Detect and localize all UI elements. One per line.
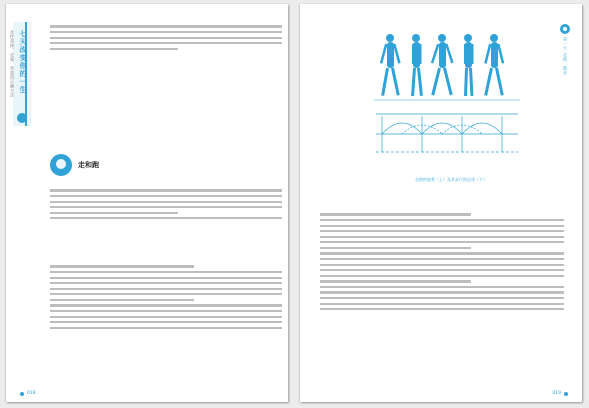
walking-figure-illustration (372, 16, 522, 166)
text-line (320, 252, 564, 254)
text-line (50, 282, 282, 284)
text-line (50, 271, 282, 273)
text-line (50, 310, 282, 312)
text-line (320, 225, 564, 227)
page-dot-icon (20, 392, 24, 396)
text-line (320, 236, 564, 238)
text-line (50, 321, 282, 323)
text-line (320, 247, 471, 249)
text-line (50, 189, 282, 191)
text-line (320, 241, 564, 243)
text-line (320, 308, 564, 310)
text-line (50, 299, 194, 301)
intro-text (44, 22, 276, 50)
text-line (320, 297, 564, 299)
text-line (50, 212, 178, 214)
page-number: 019 (552, 391, 568, 396)
text-line (320, 269, 564, 271)
text-line (50, 48, 178, 50)
text-line (320, 280, 471, 282)
text-line (50, 217, 282, 219)
text-line (320, 275, 564, 277)
text-line (50, 293, 282, 295)
text-line (320, 258, 564, 260)
text-line (320, 230, 564, 232)
text-line (320, 303, 564, 305)
head-profile-icon (50, 154, 72, 176)
section-body-text (44, 186, 276, 219)
right-body-text (314, 210, 558, 310)
section-heading (50, 154, 99, 176)
text-line (50, 265, 194, 267)
chapter-dot-icon (560, 24, 570, 34)
chapter-tag-text: 第一天 走路、跑步 (563, 37, 568, 75)
text-line (50, 288, 282, 290)
text-line (320, 286, 564, 288)
page-dot-icon (564, 392, 568, 396)
side-title: 七天改变你的一生 (19, 30, 27, 94)
text-line (50, 195, 282, 197)
text-line (320, 219, 564, 221)
text-line (50, 304, 282, 306)
side-subtitle: 女性美体、走姿、坐姿的正确方法 (10, 30, 15, 98)
text-line (50, 201, 282, 203)
left-page (6, 4, 288, 402)
text-line (50, 25, 282, 27)
text-line (50, 206, 282, 208)
text-line (320, 213, 471, 215)
text-line (320, 264, 564, 266)
text-line (50, 37, 282, 39)
text-line (320, 291, 564, 293)
text-line (50, 277, 282, 279)
figure-caption: 走路的姿势（上）及其步行的足迹（下） (415, 177, 487, 182)
right-page (300, 4, 582, 402)
text-line (50, 31, 282, 33)
body-text-serif (44, 262, 276, 329)
section-heading-text: 走和跑 (78, 161, 99, 169)
text-line (50, 327, 282, 329)
page-number: 018 (20, 391, 36, 396)
text-line (50, 316, 282, 318)
text-line (50, 42, 282, 44)
chapter-tag (554, 24, 576, 75)
